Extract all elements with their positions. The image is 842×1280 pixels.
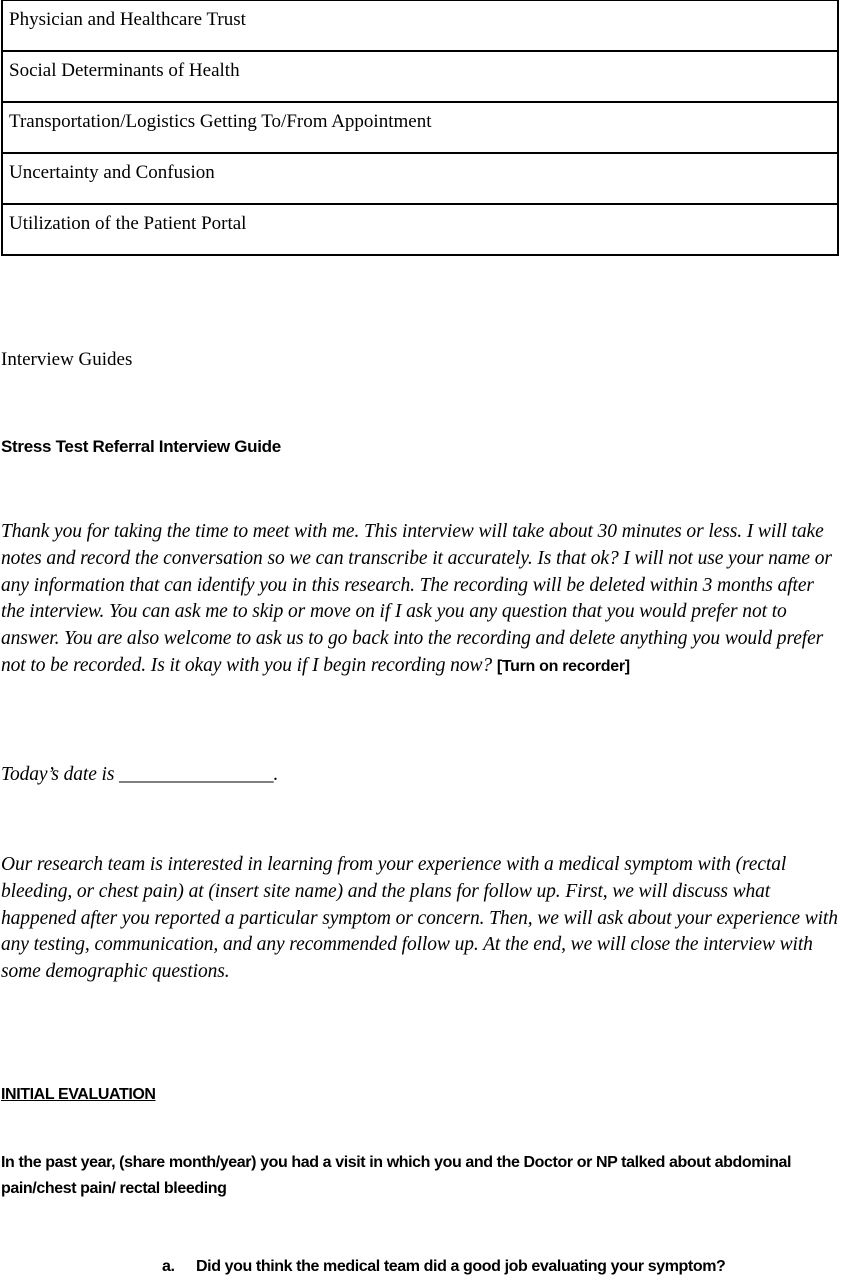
table-cell: Uncertainty and Confusion [2,153,838,204]
table-row [2,1,838,52]
guide-title: Stress Test Referral Interview Guide [1,437,281,456]
table-row [2,51,838,102]
intro-text: Thank you for taking the time to meet with me. This interview will take about 30 minutes or less. I will take notes and record the conversation so we can transcribe it accurately. Is that ok? I will not use your name or any information that can identify you in this research. The recording will be deleted within 3 months after the interview. You can ask me to skip or move on if I ask you any question that you would prefer not to answer. You are also welcome to ask us to go back into the recording and delete anything you would prefer not to be recorded. Is it okay with you if I begin recording now? [1,521,832,676]
section-heading: Interview Guides [1,349,133,370]
recorder-instruction: [Turn on recorder] [496,657,630,675]
table-row [2,102,838,153]
themes-table [1,0,839,256]
table-row [2,204,838,255]
table-cell: Utilization of the Patient Portal [2,204,838,255]
table-cell: Transportation/Logistics Getting To/From Appointment [2,102,838,153]
intro-paragraph [1,519,841,681]
table-row [2,153,838,204]
section-label: INITIAL EVALUATION [1,1086,156,1103]
date-line: Today’s date is ________________. [1,764,279,785]
sub-question [162,1258,725,1276]
list-marker: a. [162,1258,175,1275]
sub-question-text: Did you think the medical team did a good job evaluating your symptom? [196,1258,726,1275]
research-paragraph: Our research team is interested in learning from your experience with a medical symptom with (rectal bleeding, or chest pain) at (insert site name) and the plans for follow up. First, we will discuss what happened after you reported a particular symptom or concern. Then, we will ask about your experience with any testing, communication, and any recommended follow up. At the end, we will close the interview with some demographic questions. [1,854,838,983]
table-cell: Physician and Healthcare Trust [2,1,838,52]
question-text: In the past year, (share month/year) you had a visit in which you and the Doctor or NP talked about abdominal pain/chest pain/ rectal bleeding [1,1154,792,1197]
table-cell: Social Determinants of Health [2,51,838,102]
